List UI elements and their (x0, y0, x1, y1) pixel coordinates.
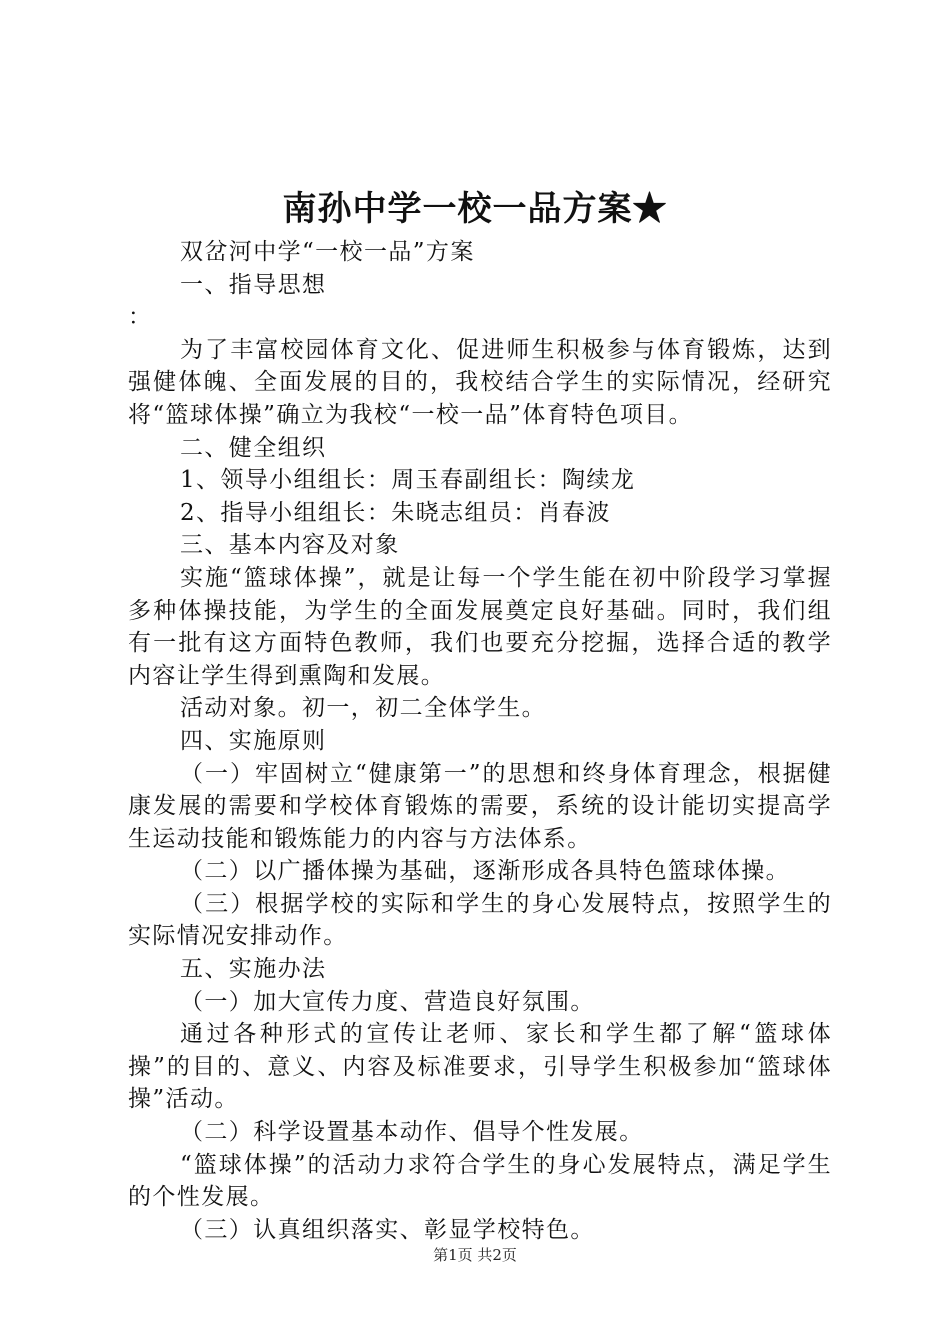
paragraph: 1、领导小组组长：周玉春副组长：陶续龙 (180, 467, 636, 494)
document-body (128, 236, 832, 1246)
paragraph: 实施“篮球体操”，就是让每一个学生能在初中阶段学习掌握多种体操技能，为学生的全面发展奠定良好基础。同时，我们组有一批有这方面特色教师，我们也要充分挖掘，选择合适的教学内容让学生得到熏陶和发展。 (128, 564, 832, 689)
paragraph: （一）牢固树立“健康第一”的思想和终身体育理念，根据健康发展的需要和学校体育锻炼的需要，系统的设计能切实提高学生运动技能和锻炼能力的内容与方法体系。 (128, 760, 832, 852)
paragraph: 四、实施原则 (180, 727, 327, 754)
paragraph: 2、指导小组组长：朱晓志组员：肖春波 (180, 499, 611, 526)
document-title: 南孙中学一校一品方案★ (282, 189, 668, 229)
paragraph: 为了丰富校园体育文化、促进师生积极参与体育锻炼，达到强健体魄、全面发展的目的，我校结合学生的实际情况，经研究将“篮球体操”确立为我校“一校一品”体育特色项目。 (128, 336, 832, 428)
paragraph: （一）加大宣传力度、营造良好氛围。 (180, 988, 595, 1015)
paragraph: 活动对象。初一，初二全体学生。 (180, 695, 546, 722)
paragraph: ： (128, 304, 153, 331)
paragraph: 三、基本内容及对象 (180, 532, 400, 559)
paragraph: （二）以广播体操为基础，逐渐形成各具特色篮球体操。 (180, 858, 790, 885)
paragraph: （二）科学设置基本动作、倡导个性发展。 (180, 1119, 644, 1146)
paragraph: 一、指导思想 (180, 271, 327, 298)
paragraph: 双岔河中学“一校一品”方案 (180, 239, 475, 265)
page-footer: 第1页 共2页 (433, 1246, 517, 1264)
paragraph: “篮球体操”的活动力求符合学生的身心发展特点，满足学生的个性发展。 (128, 1151, 832, 1211)
paragraph: （三）认真组织落实、彰显学校特色。 (180, 1216, 595, 1243)
paragraph: 通过各种形式的宣传让老师、家长和学生都了解“篮球体操”的目的、意义、内容及标准要求，引导学生积极参加“篮球体操”活动。 (128, 1021, 832, 1113)
paragraph: 五、实施办法 (180, 956, 327, 983)
paragraph: （三）根据学校的实际和学生的身心发展特点，按照学生的实际情况安排动作。 (128, 890, 832, 950)
paragraph: 二、健全组织 (180, 434, 327, 461)
